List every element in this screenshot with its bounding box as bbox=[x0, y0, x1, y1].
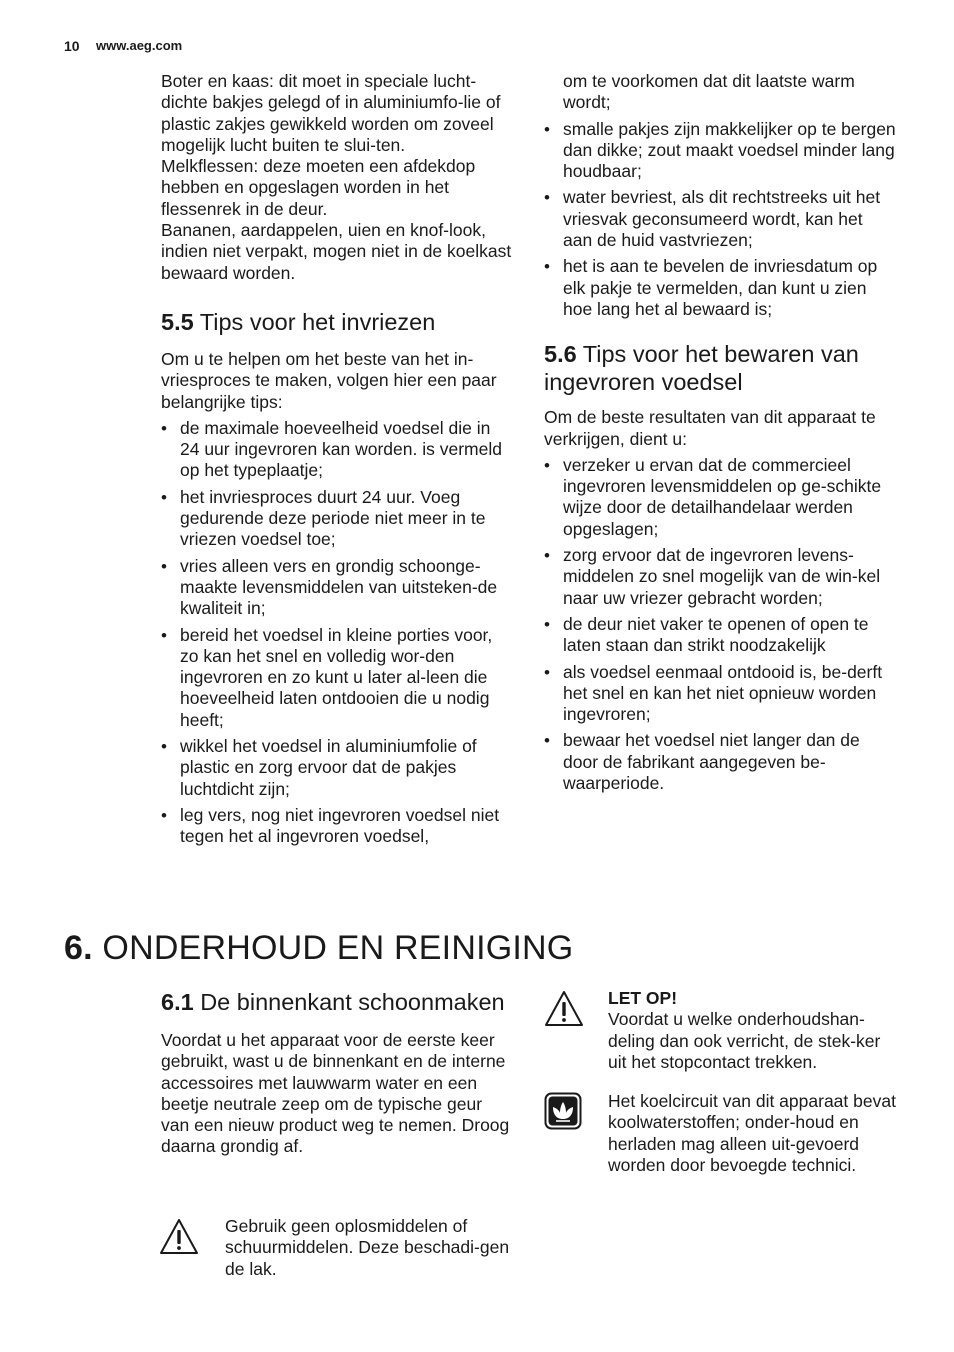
list-item: • het invriesproces duurt 24 uur. Voeg gedurende deze periode niet meer in te vriezen voedsel toe; bbox=[161, 487, 513, 551]
section-title: Tips voor het bewaren van ingevroren voedsel bbox=[544, 341, 859, 396]
section-heading-5-5 bbox=[161, 308, 513, 336]
section-5-6-intro: Om de beste resultaten van dit apparaat te verkrijgen, dient u: bbox=[544, 407, 876, 449]
section-title: De binnenkant schoonmaken bbox=[200, 989, 505, 1015]
list-item: • als voedsel eenmaal ontdooid is, be-derft het snel en kan het niet opnieuw worden ingevroren; bbox=[544, 662, 896, 726]
intro-paragraph-bananas: Bananen, aardappelen, uien en knof-look, indien niet verpakt, mogen niet in de koelkast bewaard worden. bbox=[161, 220, 512, 283]
list-item: • bereid het voedsel in kleine porties voor, zo kan het snel en volledig wor-den ingevroren en zo kunt u later al-leen die hoeveelheid laten ontdooien die u nodig heeft; bbox=[161, 625, 513, 731]
tips-freezing-list-continued bbox=[544, 119, 896, 321]
right-column-top bbox=[544, 71, 896, 799]
warning-triangle-icon bbox=[159, 1218, 199, 1256]
list-item: • verzeker u ervan dat de commercieel ingevroren levensmiddelen op ge-schikte wijze door de detailhandelaar werden opgeslagen; bbox=[544, 455, 896, 540]
warning-title: LET OP! bbox=[608, 988, 678, 1008]
section-number: 5.5 bbox=[161, 308, 194, 335]
environment-symbol-icon bbox=[544, 1092, 582, 1130]
list-item: • water bevriest, als dit rechtstreeks uit het vriesvak geconsumeerd wordt, kan het aan de huid vastvriezen; bbox=[544, 187, 896, 251]
tips-storage-list bbox=[544, 455, 896, 794]
intro-paragraph-milk: Melkflessen: deze moeten een afdekdop hebben en opgeslagen worden in het flessenrek in de deur. bbox=[161, 156, 476, 219]
warning-block bbox=[608, 988, 900, 1073]
list-item: • bewaar het voedsel niet langer dan de door de fabrikant aangegeven be-waarperiode. bbox=[544, 730, 896, 794]
section-title: Tips voor het invriezen bbox=[199, 308, 436, 335]
chapter-number: 6. bbox=[64, 929, 93, 967]
list-item: • leg vers, nog niet ingevroren voedsel niet tegen het al ingevroren voedsel, bbox=[161, 805, 513, 848]
left-column-top bbox=[161, 71, 513, 853]
list-item: • vries alleen vers en grondig schoonge-maakte levensmiddelen van uitsteken-de kwaliteit in; bbox=[161, 556, 513, 620]
chapter-title: ONDERHOUD EN REINIGING bbox=[102, 929, 574, 967]
list-item: • de maximale hoeveelheid voedsel die in 24 uur ingevroren kan worden. is vermeld op het typeplaatje; bbox=[161, 418, 513, 482]
chapter-heading bbox=[64, 926, 573, 970]
section-5-5-intro: Om u te helpen om het beste van het in-vriesproces te maken, volgen hier een paar belangrijke tips: bbox=[161, 348, 497, 412]
section-6-1 bbox=[161, 988, 513, 1158]
section-6-1-body: Voordat u het apparaat voor de eerste keer gebruikt, wast u de binnenkant en de interne accessoires met lauwwarm water en een beetje neutrale zeep om de typische geur van een nieuw product weg te nemen. Droog daarna grondig af. bbox=[161, 1030, 510, 1157]
list-item: • smalle pakjes zijn makkelijker op te bergen dan dikke; zout maakt voedsel minder lang houdbaar; bbox=[544, 119, 896, 183]
environment-note: Het koelcircuit van dit apparaat bevat koolwaterstoffen; onder-houd en herladen mag alleen uit-gevoerd worden door bevoegde technici. bbox=[608, 1091, 896, 1175]
section-heading-5-6 bbox=[544, 340, 896, 396]
list-item: • de deur niet vaker te openen of open te laten staan dan strikt noodzakelijk bbox=[544, 614, 896, 657]
warning-triangle-icon bbox=[544, 990, 584, 1028]
section-number: 5.6 bbox=[544, 341, 577, 368]
site-url: www.aeg.com bbox=[96, 38, 183, 53]
section-number: 6.1 bbox=[161, 989, 194, 1015]
tips-freezing-list bbox=[161, 418, 513, 848]
intro-paragraph-butter: Boter en kaas: dit moet in speciale lucht-dichte bakjes gelegd of in aluminiumfo-lie of plastic zakjes gewikkeld worden om zoveel mogelijk lucht buiten te slui-ten. bbox=[161, 71, 501, 155]
list-item: • zorg ervoor dat de ingevroren levens-middelen zo snel mogelijk van de win-kel naar uw vriezer gebracht worden; bbox=[544, 545, 896, 609]
list-item: • wikkel het voedsel in aluminiumfolie of plastic en zorg ervoor dat de pakjes luchtdicht zijn; bbox=[161, 736, 513, 800]
caution-solvents: Gebruik geen oplosmiddelen of schuurmiddelen. Deze beschadi-gen de lak. bbox=[225, 1216, 510, 1279]
warning-text: Voordat u welke onderhoudshan-deling dan ook verricht, de stek-ker uit het stopcontact trekken. bbox=[608, 1009, 881, 1072]
list-item: • het is aan te bevelen de invriesdatum op elk pakje te vermelden, dan kunt u zien hoe lang het al bewaard is; bbox=[544, 256, 896, 320]
page-number: 10 bbox=[64, 38, 80, 54]
section-heading-6-1 bbox=[161, 988, 513, 1016]
continuation-text: om te voorkomen dat dit laatste warm wordt; bbox=[563, 71, 855, 113]
